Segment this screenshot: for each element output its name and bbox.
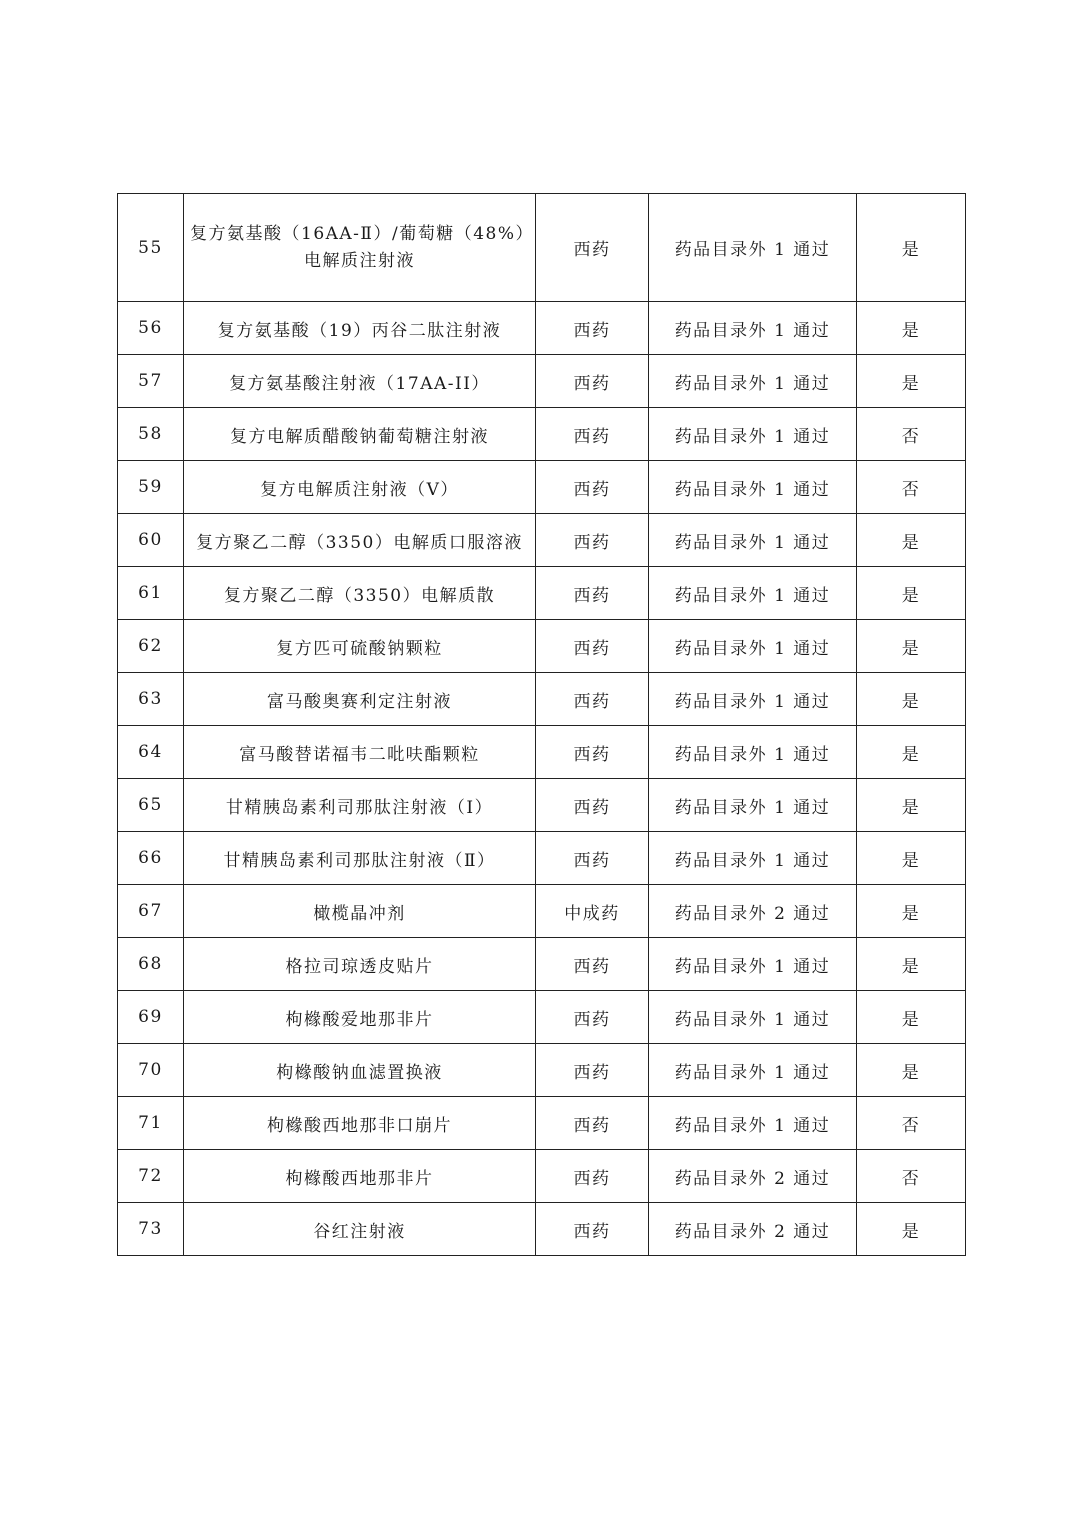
drug-type: 西药: [536, 620, 649, 673]
drug-type: 西药: [536, 194, 649, 302]
drug-type: 西药: [536, 355, 649, 408]
drug-name: 格拉司琼透皮贴片: [184, 938, 536, 991]
table-row: [118, 1097, 966, 1150]
drug-name: 富马酸替诺福韦二吡呋酯颗粒: [184, 726, 536, 779]
table-row: [118, 991, 966, 1044]
review-result: 药品目录外 1 通过: [649, 194, 857, 302]
review-result: 药品目录外 1 通过: [649, 408, 857, 461]
table-row: [118, 885, 966, 938]
flag-value: 是: [857, 620, 966, 673]
review-result: 药品目录外 2 通过: [649, 1150, 857, 1203]
review-result: 药品目录外 2 通过: [649, 885, 857, 938]
review-result: 药品目录外 1 通过: [649, 832, 857, 885]
drug-name: 富马酸奥赛利定注射液: [184, 673, 536, 726]
table-row: [118, 194, 966, 302]
drug-type: 西药: [536, 302, 649, 355]
review-result: 药品目录外 2 通过: [649, 1203, 857, 1256]
drug-name: 枸橼酸西地那非口崩片: [184, 1097, 536, 1150]
drug-name: 复方聚乙二醇（3350）电解质口服溶液: [184, 514, 536, 567]
drug-name: 枸橼酸西地那非片: [184, 1150, 536, 1203]
flag-value: 是: [857, 885, 966, 938]
review-result: 药品目录外 1 通过: [649, 1044, 857, 1097]
drug-type: 西药: [536, 779, 649, 832]
drug-name: 谷红注射液: [184, 1203, 536, 1256]
flag-value: 否: [857, 1150, 966, 1203]
row-number: 58: [118, 408, 184, 461]
row-number: 70: [118, 1044, 184, 1097]
flag-value: 是: [857, 355, 966, 408]
drug-type: 西药: [536, 673, 649, 726]
drug-type: 西药: [536, 1150, 649, 1203]
row-number: 64: [118, 726, 184, 779]
row-number: 60: [118, 514, 184, 567]
review-result: 药品目录外 1 通过: [649, 1097, 857, 1150]
flag-value: 是: [857, 832, 966, 885]
row-number: 72: [118, 1150, 184, 1203]
drug-type: 西药: [536, 726, 649, 779]
flag-value: 否: [857, 1097, 966, 1150]
row-number: 68: [118, 938, 184, 991]
flag-value: 是: [857, 673, 966, 726]
row-number: 65: [118, 779, 184, 832]
table-row: [118, 461, 966, 514]
row-number: 69: [118, 991, 184, 1044]
row-number: 73: [118, 1203, 184, 1256]
flag-value: 是: [857, 567, 966, 620]
drug-name: 甘精胰岛素利司那肽注射液（Ⅰ）: [184, 779, 536, 832]
review-result: 药品目录外 1 通过: [649, 514, 857, 567]
drug-name: [184, 194, 536, 302]
drug-name: 枸橼酸钠血滤置换液: [184, 1044, 536, 1097]
drug-list-table: [117, 193, 966, 1256]
review-result: 药品目录外 1 通过: [649, 302, 857, 355]
table-row: [118, 726, 966, 779]
flag-value: 是: [857, 1203, 966, 1256]
row-number: 66: [118, 832, 184, 885]
review-result: 药品目录外 1 通过: [649, 938, 857, 991]
drug-name-line-2: 电解质注射液: [304, 250, 415, 271]
drug-type: 西药: [536, 461, 649, 514]
flag-value: 是: [857, 302, 966, 355]
drug-type: 西药: [536, 1203, 649, 1256]
table-row: [118, 408, 966, 461]
flag-value: 是: [857, 938, 966, 991]
table-row: [118, 779, 966, 832]
table-row: [118, 673, 966, 726]
flag-value: 是: [857, 726, 966, 779]
flag-value: 是: [857, 991, 966, 1044]
review-result: 药品目录外 1 通过: [649, 461, 857, 514]
table-row: [118, 938, 966, 991]
drug-type: 中成药: [536, 885, 649, 938]
drug-type: 西药: [536, 514, 649, 567]
flag-value: 否: [857, 461, 966, 514]
review-result: 药品目录外 1 通过: [649, 726, 857, 779]
row-number: 59: [118, 461, 184, 514]
drug-name: 枸橼酸爱地那非片: [184, 991, 536, 1044]
drug-type: 西药: [536, 832, 649, 885]
row-number: 63: [118, 673, 184, 726]
drug-name: 橄榄晶冲剂: [184, 885, 536, 938]
drug-type: 西药: [536, 567, 649, 620]
flag-value: 是: [857, 779, 966, 832]
row-number: 57: [118, 355, 184, 408]
table-row: [118, 1203, 966, 1256]
table-row: [118, 620, 966, 673]
row-number: 56: [118, 302, 184, 355]
table-row: [118, 355, 966, 408]
row-number: 71: [118, 1097, 184, 1150]
row-number: 61: [118, 567, 184, 620]
row-number: 62: [118, 620, 184, 673]
drug-type: 西药: [536, 408, 649, 461]
review-result: 药品目录外 1 通过: [649, 620, 857, 673]
drug-name: 甘精胰岛素利司那肽注射液（Ⅱ）: [184, 832, 536, 885]
table-row: [118, 1150, 966, 1203]
table-row: [118, 832, 966, 885]
table-row: [118, 302, 966, 355]
review-result: 药品目录外 1 通过: [649, 779, 857, 832]
flag-value: 是: [857, 194, 966, 302]
drug-name: 复方电解质醋酸钠葡萄糖注射液: [184, 408, 536, 461]
flag-value: 是: [857, 1044, 966, 1097]
review-result: 药品目录外 1 通过: [649, 991, 857, 1044]
row-number: 67: [118, 885, 184, 938]
flag-value: 否: [857, 408, 966, 461]
drug-name: 复方匹可硫酸钠颗粒: [184, 620, 536, 673]
drug-type: 西药: [536, 991, 649, 1044]
drug-type: 西药: [536, 1044, 649, 1097]
review-result: 药品目录外 1 通过: [649, 355, 857, 408]
drug-name: 复方氨基酸注射液（17AA-II）: [184, 355, 536, 408]
drug-name: 复方聚乙二醇（3350）电解质散: [184, 567, 536, 620]
drug-type: 西药: [536, 1097, 649, 1150]
table-row: [118, 567, 966, 620]
review-result: 药品目录外 1 通过: [649, 567, 857, 620]
drug-name: 复方电解质注射液（V）: [184, 461, 536, 514]
drug-name-line-1: 复方氨基酸（16AA-Ⅱ）/葡萄糖（48%）: [190, 223, 534, 244]
flag-value: 是: [857, 514, 966, 567]
review-result: 药品目录外 1 通过: [649, 673, 857, 726]
table-row: [118, 514, 966, 567]
row-number: 55: [118, 194, 184, 302]
table-row: [118, 1044, 966, 1097]
drug-name: 复方氨基酸（19）丙谷二肽注射液: [184, 302, 536, 355]
drug-type: 西药: [536, 938, 649, 991]
